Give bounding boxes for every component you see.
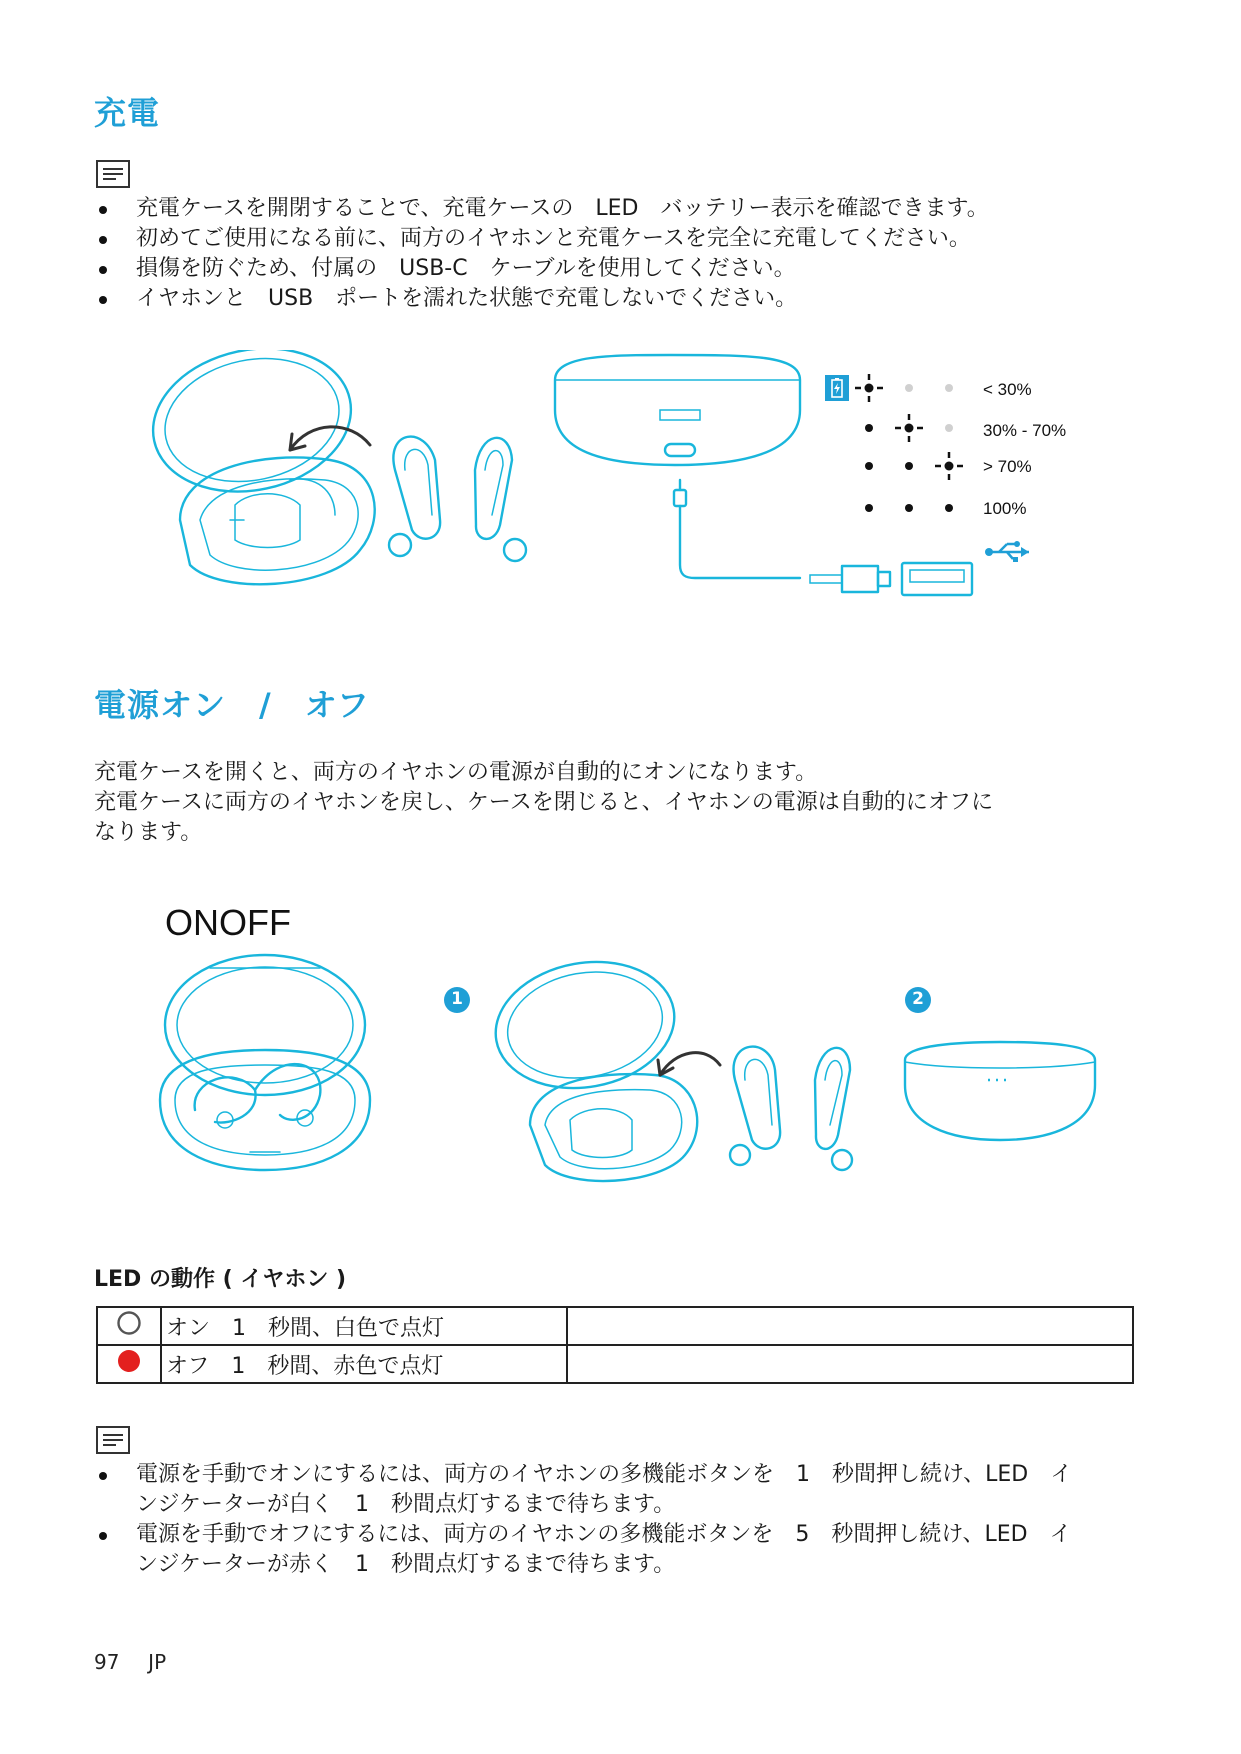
led-extra [567,1345,1133,1383]
page-footer [94,1650,166,1674]
battery-level-label: 100% [983,499,1027,518]
step-2-number: 2 [912,989,924,1009]
note-line: ンジケーターが赤く 1 秒間点灯するまで待ちます。 [136,1552,676,1577]
paragraph-line: 充電ケースに両方のイヤホンを戻し、ケースを閉じると、イヤホンの電源は自動的にオフに [94,790,994,815]
page-number: 97 [94,1650,120,1674]
blinking-led-icon [935,452,963,480]
list-item [96,1460,1206,1520]
language-code: JP [148,1650,167,1674]
power-paragraph [94,758,1174,848]
figure-label: ONOFF [165,902,291,943]
open-case-illustration [140,350,540,610]
charging-notes [96,194,1156,314]
list-item: 損傷を防ぐため、付属の USB-C ケーブルを使用してください。 [96,254,1156,284]
led-level-grid [855,370,965,520]
note-line: 電源を手動でオンにするには、両方のイヤホンの多機能ボタンを 1 秒間押し続け、LED イ [136,1462,1073,1487]
blinking-led-icon [855,374,883,402]
paragraph-line: なります。 [94,820,203,845]
list-item: イヤホンと USB ポートを濡れた状態で充電しないでください。 [96,284,1156,314]
manual-power-notes [96,1460,1206,1580]
battery-level-label: > 70% [983,457,1032,476]
step-1-number: 1 [451,989,463,1009]
table-row [97,1345,1133,1383]
battery-level-label: 30% - 70% [983,421,1067,440]
led-behavior-table [96,1306,1134,1384]
list-item: 充電ケースを開閉することで、充電ケースの LED バッテリー表示を確認できます。 [96,194,1156,224]
battery-level-label: < 30% [983,380,1032,399]
charging-title: 充電 [94,94,161,132]
led-extra [567,1307,1133,1345]
red-led-icon [116,1348,142,1374]
white-led-icon [116,1310,142,1336]
remove-earbuds-illustration [480,960,860,1200]
list-item: 初めてご使用になる前に、両方のイヤホンと充電ケースを完全に充電してください。 [96,224,1156,254]
list-item [96,1520,1206,1580]
case-with-earbuds-illustration [150,950,380,1180]
blinking-led-icon [895,414,923,442]
note-icon [96,160,130,188]
led-description: オン 1 秒間、白色で点灯 [161,1307,567,1345]
table-row [97,1307,1133,1345]
battery-charging-icon [825,375,849,401]
note-icon [96,1426,130,1454]
power-title: 電源オン / オフ [94,686,370,724]
closed-case-illustration [900,1040,1100,1150]
paragraph-line: 充電ケースを開くと、両方のイヤホンの電源が自動的にオンになります。 [94,760,818,785]
led-behavior-heading: LED の動作 ( イヤホン ) [94,1267,347,1292]
led-indicator-cell [97,1307,161,1345]
note-line: 電源を手動でオフにするには、両方のイヤホンの多機能ボタンを 5 秒間押し続け、LED イ [136,1522,1072,1547]
note-line: ンジケーターが白く 1 秒間点灯するまで待ちます。 [136,1492,676,1517]
led-description: オフ 1 秒間、赤色で点灯 [161,1345,567,1383]
usb-icon [985,540,1037,564]
led-indicator-cell [97,1345,161,1383]
